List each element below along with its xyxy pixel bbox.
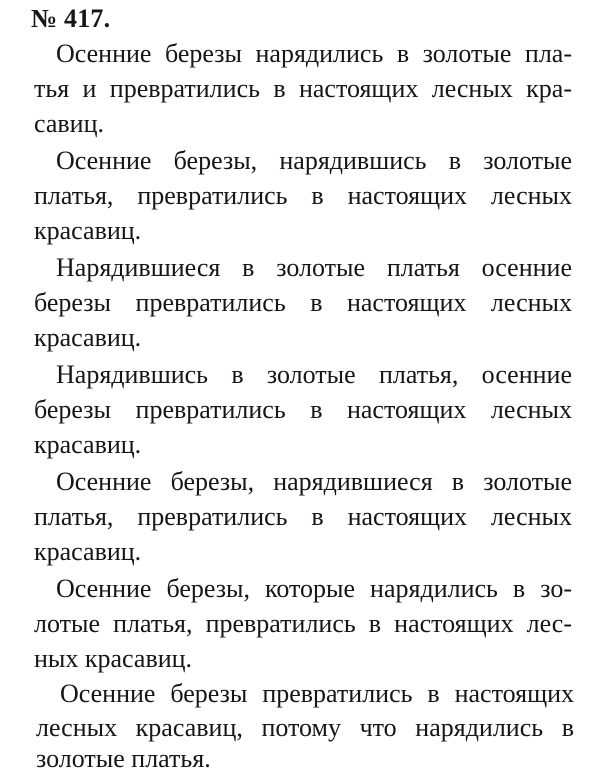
text-line: ных красавиц. xyxy=(34,644,193,673)
text-line: платья, превратились в настоящих лесных xyxy=(34,181,572,210)
text-line: красавиц. xyxy=(34,323,142,352)
text-line: Нарядившиеся в золотые платья осенние xyxy=(56,253,572,282)
text-line: платья, превратились в настоящих лесных xyxy=(34,502,572,531)
text-line: березы превратились в настоящих лесных xyxy=(34,288,572,317)
text-line: Осенние березы, которые нарядились в зо- xyxy=(56,574,572,603)
text-line: Нарядившись в золотые платья, осенние xyxy=(56,360,572,389)
text-line: Осенние березы нарядились в золотые пла- xyxy=(56,39,572,68)
text-line: тья и превратились в настоящих лесных кра- xyxy=(34,74,572,103)
text-line: лотые платья, превратились в настоящих лес- xyxy=(34,609,572,638)
text-line: Осенние березы, нарядившиеся в золотые xyxy=(56,467,572,496)
text-line: красавиц. xyxy=(34,430,142,459)
text-line: золотые платья. xyxy=(36,744,211,773)
text-line: Осенние березы превратились в настоящих xyxy=(60,679,574,708)
text-line: красавиц. xyxy=(34,216,142,245)
text-line: Осенние березы, нарядившись в золотые xyxy=(56,146,572,175)
text-line: красавиц. xyxy=(34,537,142,566)
text-line: савиц. xyxy=(34,109,105,138)
text-line: березы превратились в настоящих лесных xyxy=(34,395,572,424)
text-line: лесных красавиц, потому что нарядились в xyxy=(36,713,574,742)
exercise-number: № 417. xyxy=(31,4,111,33)
